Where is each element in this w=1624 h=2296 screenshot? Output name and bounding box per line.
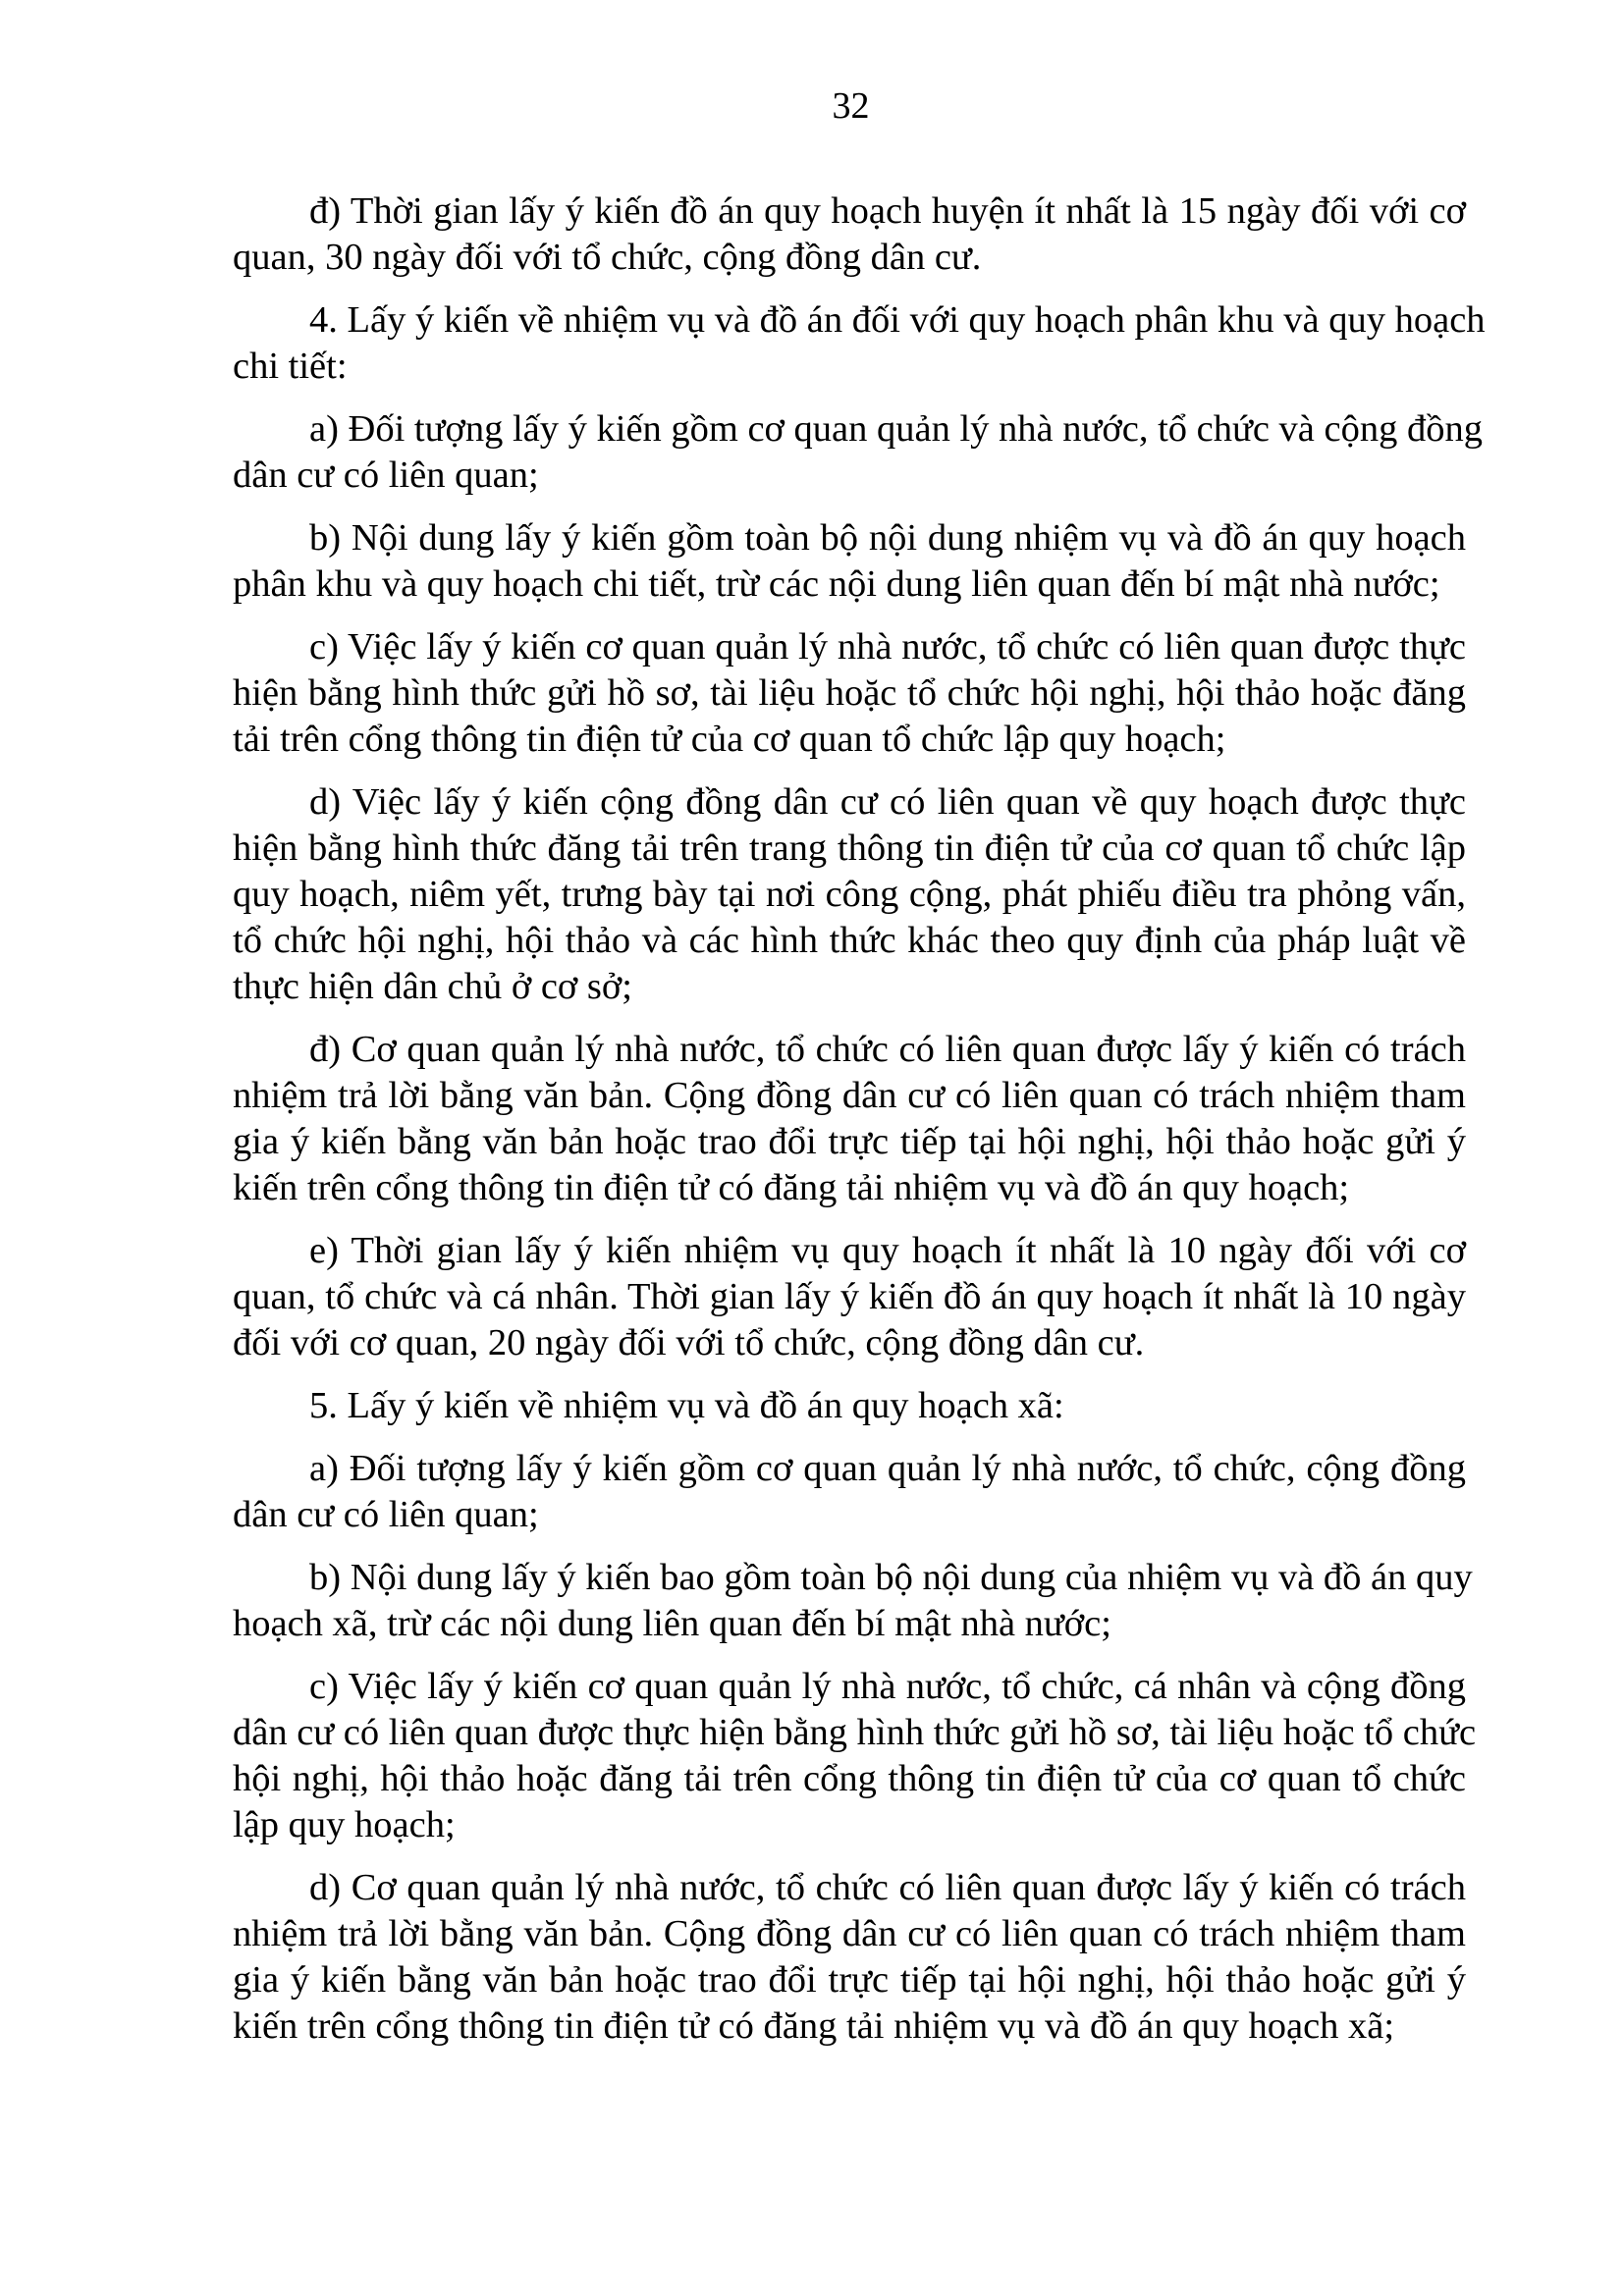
text-line: tải trên cổng thông tin điện tử của cơ quan tổ chức lập quy hoạch; <box>233 719 1226 760</box>
text-line: hội nghị, hội thảo hoặc đăng tải trên cổng thông tin điện tử của cơ quan tổ chức <box>233 1758 1466 1799</box>
text-line: 5. Lấy ý kiến về nhiệm vụ và đồ án quy hoạch xã: <box>309 1385 1064 1426</box>
document-body <box>233 188 1486 2066</box>
text-line: quan, tổ chức và cá nhân. Thời gian lấy ý kiến đồ án quy hoạch ít nhất là 10 ngày <box>233 1276 1466 1317</box>
text-line: dân cư có liên quan; <box>233 1494 539 1535</box>
text-line: hiện bằng hình thức gửi hồ sơ, tài liệu hoặc tổ chức hội nghị, hội thảo hoặc đăng <box>233 672 1466 714</box>
text-line: d) Việc lấy ý kiến cộng đồng dân cư có liên quan về quy hoạch được thực <box>309 781 1466 823</box>
text-line: dân cư có liên quan; <box>233 454 539 496</box>
text-line: chi tiết: <box>233 346 348 387</box>
text-line: đối với cơ quan, 20 ngày đối với tổ chức, cộng đồng dân cư. <box>233 1322 1145 1363</box>
paragraph-d-stroke-huyen-time <box>233 188 1466 281</box>
text-line: phân khu và quy hoạch chi tiết, trừ các nội dung liên quan đến bí mật nhà nước; <box>233 563 1440 605</box>
text-line: nhiệm trả lời bằng văn bản. Cộng đồng dân cư có liên quan có trách nhiệm tham <box>233 1075 1466 1116</box>
text-line: a) Đối tượng lấy ý kiến gồm cơ quan quản lý nhà nước, tổ chức và cộng đồng <box>309 408 1483 450</box>
text-line: kiến trên cổng thông tin điện tử có đăng tải nhiệm vụ và đồ án quy hoạch; <box>233 1167 1350 1208</box>
text-line: kiến trên cổng thông tin điện tử có đăng tải nhiệm vụ và đồ án quy hoạch xã; <box>233 2005 1395 2047</box>
paragraph-item-4-c <box>233 624 1466 763</box>
text-line: dân cư có liên quan được thực hiện bằng hình thức gửi hồ sơ, tài liệu hoặc tổ chức <box>233 1712 1477 1753</box>
text-line: lập quy hoạch; <box>233 1804 456 1845</box>
paragraph-item-4-e <box>233 1228 1466 1366</box>
text-line: hoạch xã, trừ các nội dung liên quan đến bí mật nhà nước; <box>233 1603 1111 1644</box>
paragraph-item-5-d <box>233 1865 1466 2050</box>
text-line: gia ý kiến bằng văn bản hoặc trao đổi trực tiếp tại hội nghị, hội thảo hoặc gửi ý <box>233 1121 1466 1162</box>
text-line: 4. Lấy ý kiến về nhiệm vụ và đồ án đối với quy hoạch phân khu và quy hoạch <box>309 299 1486 341</box>
paragraph-item-5-c <box>233 1664 1477 1848</box>
page-number: 32 <box>832 85 870 127</box>
paragraph-item-5 <box>233 1383 1466 1429</box>
text-line: gia ý kiến bằng văn bản hoặc trao đổi trực tiếp tại hội nghị, hội thảo hoặc gửi ý <box>233 1959 1466 2001</box>
text-line: quy hoạch, niêm yết, trưng bày tại nơi công cộng, phát phiếu điều tra phỏng vấn, <box>233 874 1466 915</box>
text-line: c) Việc lấy ý kiến cơ quan quản lý nhà nước, tổ chức có liên quan được thực <box>309 626 1466 667</box>
text-line: d) Cơ quan quản lý nhà nước, tổ chức có liên quan được lấy ý kiến có trách <box>309 1867 1466 1908</box>
text-line: b) Nội dung lấy ý kiến gồm toàn bộ nội dung nhiệm vụ và đồ án quy hoạch <box>309 517 1466 559</box>
text-line: đ) Thời gian lấy ý kiến đồ án quy hoạch huyện ít nhất là 15 ngày đối với cơ <box>309 190 1466 232</box>
paragraph-item-4-d <box>233 779 1466 1010</box>
paragraph-item-4-dd <box>233 1027 1466 1211</box>
paragraph-item-5-a <box>233 1446 1466 1538</box>
text-line: b) Nội dung lấy ý kiến bao gồm toàn bộ nội dung của nhiệm vụ và đồ án quy <box>309 1557 1473 1598</box>
text-line: nhiệm trả lời bằng văn bản. Cộng đồng dân cư có liên quan có trách nhiệm tham <box>233 1913 1466 1954</box>
text-line: e) Thời gian lấy ý kiến nhiệm vụ quy hoạch ít nhất là 10 ngày đối với cơ <box>309 1230 1466 1271</box>
text-line: tổ chức hội nghị, hội thảo và các hình thức khác theo quy định của pháp luật về <box>233 920 1466 961</box>
paragraph-item-4-a <box>233 406 1483 499</box>
text-line: đ) Cơ quan quản lý nhà nước, tổ chức có liên quan được lấy ý kiến có trách <box>309 1029 1466 1070</box>
paragraph-item-4 <box>233 297 1486 390</box>
text-line: quan, 30 ngày đối với tổ chức, cộng đồng dân cư. <box>233 237 982 278</box>
paragraph-item-5-b <box>233 1555 1473 1647</box>
text-line: a) Đối tượng lấy ý kiến gồm cơ quan quản lý nhà nước, tổ chức, cộng đồng <box>309 1448 1466 1489</box>
paragraph-item-4-b <box>233 515 1466 608</box>
text-line: c) Việc lấy ý kiến cơ quan quản lý nhà nước, tổ chức, cá nhân và cộng đồng <box>309 1666 1466 1707</box>
text-line: hiện bằng hình thức đăng tải trên trang thông tin điện tử của cơ quan tổ chức lập <box>233 828 1466 869</box>
text-line: thực hiện dân chủ ở cơ sở; <box>233 966 632 1007</box>
